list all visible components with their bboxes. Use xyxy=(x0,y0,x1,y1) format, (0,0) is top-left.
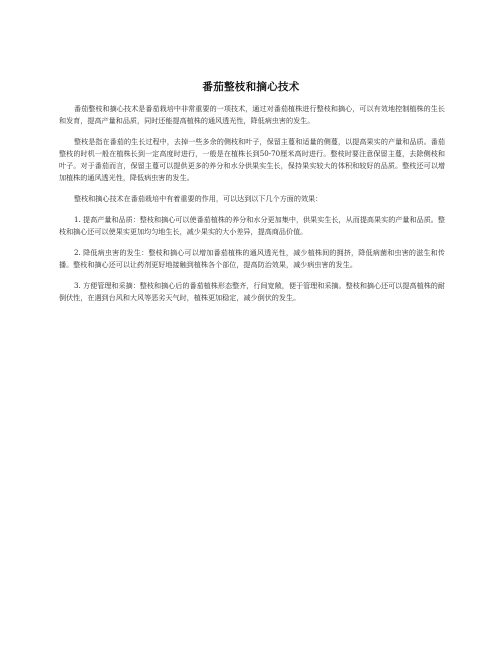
paragraph-effect-1: 1. 提高产量和品质：整枝和摘心可以使番茄植株的养分和水分更加集中，供果实生长，从而提高果实的产量和品质。整枝和摘心还可以使果实更加均匀地生长，减少果实的大小差异，提高商品价值。 xyxy=(59,215,445,236)
paragraph-pruning: 整枝是指在番茄的生长过程中，去掉一些多余的侧枝和叶子，保留主蔓和适量的侧蔓，以提高果实的产量和品质。番茄整枝的时机一般在植株长到一定高度时进行，一般是在植株长到50-70厘米高时进行。整枝时要注意保留主蔓，去除侧枝和叶子。对于番茄而言，保留主蔓可以提供更多的养分和水分供果实生长，保持果实较大的体积和较好的品质。整枝还可以增加植株的通风透光性，降低病虫害的发生。 xyxy=(59,137,445,182)
paragraph-effect-3: 3. 方便管理和采摘：整枝和摘心后的番茄植株形态整齐，行间宽敞，便于管理和采摘。整枝和摘心还可以提高植株的耐倒伏性，在遇到台风和大风等恶劣天气时，植株更加稳定，减少倒伏的发生。 xyxy=(59,281,445,302)
paragraph-intro: 番茄整枝和摘心技术是番茄栽培中非常重要的一项技术，通过对番茄植株进行整枝和摘心，可以有效地控制植株的生长和发育，提高产量和品质，同时还能提高植株的通风透光性，降低病虫害的发生。 xyxy=(59,104,445,125)
paragraph-effects-intro: 整枝和摘心技术在番茄栽培中有着重要的作用，可以达到以下几个方面的效果： xyxy=(74,194,323,203)
document-title: 番茄整枝和摘心技术 xyxy=(202,81,300,93)
document-body xyxy=(59,103,445,313)
paragraph-effect-2: 2. 降低病虫害的发生：整枝和摘心可以增加番茄植株的通风透光性，减少植株间的拥挤，降低病菌和虫害的滋生和传播。整枝和摘心还可以让药剂更好地接触到植株各个部位，提高防治效果，减少病虫害的发生。 xyxy=(59,248,445,269)
